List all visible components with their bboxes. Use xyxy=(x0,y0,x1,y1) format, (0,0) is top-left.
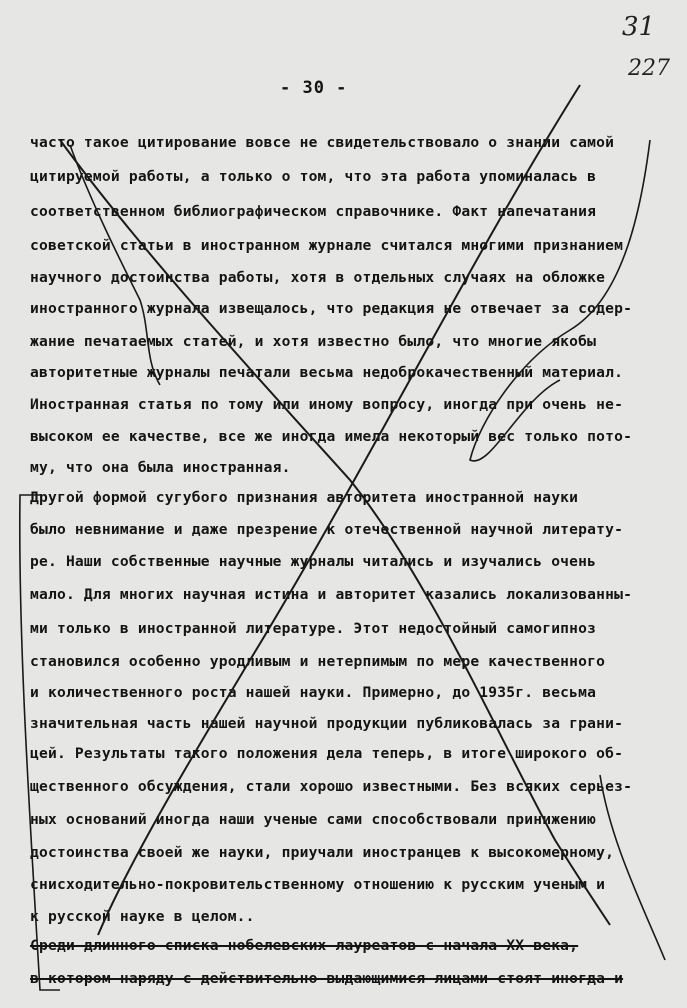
text-line: цей. Результаты такого положения дела теперь, в итоге широкого об- xyxy=(30,745,624,762)
handwritten-annotation: 31 xyxy=(622,12,656,42)
text-line: му, что она была иностранная. xyxy=(30,459,291,476)
text-line: жание печатаемых статей, и хотя известно было, что многие якобы xyxy=(30,333,597,350)
page-number: - 30 - xyxy=(280,78,348,98)
text-line: иностранного журнала извещалось, что редакция не отвечает за содер- xyxy=(30,300,633,317)
text-line: советской статьи в иностранном журнале считался многими признанием xyxy=(30,237,624,254)
text-line: цитируемой работы, а только о том, что эта работа упоминалась в xyxy=(30,168,597,185)
text-line: мало. Для многих научная истина и авторитет казались локализованны- xyxy=(30,586,633,603)
text-line: ре. Наши собственные научные журналы читались и изучались очень xyxy=(30,553,597,570)
text-line: высоком ее качестве, все же иногда имела некоторый вес только пото- xyxy=(30,428,633,445)
text-line: научного достоинства работы, хотя в отдельных случаях на обложке xyxy=(30,269,606,286)
text-line: достоинства своей же науки, приучали иностранцев к высокомерному, xyxy=(30,844,615,861)
text-line: становился особенно уродливым и нетерпимым по мере качественного xyxy=(30,653,606,670)
text-line: соответственном библиографическом справочнике. Факт напечатания xyxy=(30,203,597,220)
struck-text-line: в котором наряду с действительно выдающимися лицами стоят иногда и xyxy=(30,970,624,987)
text-line: значительная часть нашей научной продукции публиковалась за грани- xyxy=(30,715,624,732)
text-line: Другой формой сугубого признания авторитета иностранной науки xyxy=(30,489,579,506)
struck-text-line: Среди длинного списка нобелевских лауреатов с начала XX века, xyxy=(30,937,579,954)
text-line: авторитетные журналы печатали весьма недоброкачественный материал. xyxy=(30,364,624,381)
text-line: щественного обсуждения, стали хорошо известными. Без всяких серьез- xyxy=(30,778,633,795)
handwritten-annotation: 227 xyxy=(628,56,670,81)
text-line: к русской науке в целом.. xyxy=(30,908,255,925)
text-line: Иностранная статья по тому или иному вопросу, иногда при очень не- xyxy=(30,396,624,413)
text-line: снисходительно-покровительственному отношению к русским ученым и xyxy=(30,876,606,893)
text-line: и количественного роста нашей науки. Примерно, до 1935г. весьма xyxy=(30,684,597,701)
text-line: было невнимание и даже презрение к отечественной научной литерату- xyxy=(30,521,624,538)
deletion-cross-stroke xyxy=(600,775,665,960)
text-line: ми только в иностранной литературе. Этот недостойный самогипноз xyxy=(30,620,597,637)
text-line: часто такое цитирование вовсе не свидетельствовало о знании самой xyxy=(30,134,615,151)
text-line: ных оснований иногда наши ученые сами способствовали принижению xyxy=(30,811,597,828)
